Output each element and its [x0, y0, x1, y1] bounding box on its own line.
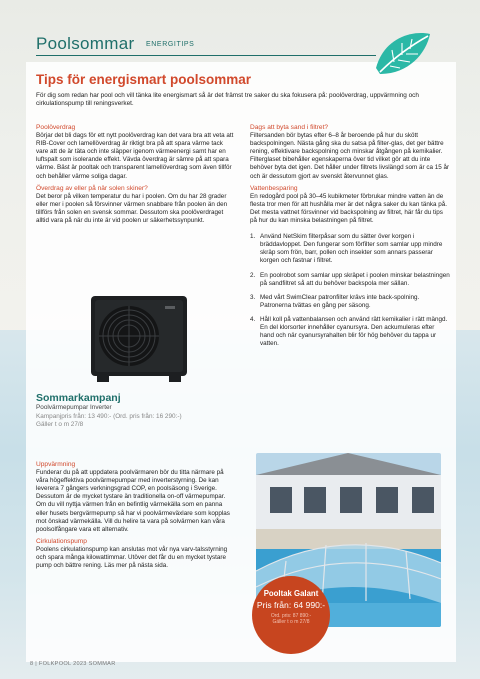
list-text: Med vårt SwimClear patronfilter krävs inte back-spolning. Patronerna tvättas en gång per säsong. [260, 293, 420, 309]
section-subtitle: ENERGITIPS [146, 41, 195, 48]
campaign-product: Poolvärmepumpar Inverter [36, 404, 112, 411]
list-number: 3. [250, 293, 256, 301]
left-column-bottom [36, 461, 234, 574]
intro-text: För dig som redan har pool och vill tänka lite energismart så är det främst tre saker du ska fokusera på: poolöverdrag, uppvärmning och cirkulationspump till reningsverket. [36, 92, 419, 108]
section-text: Filtersanden bör bytas efter 6–8 år beroende på hur du skött backspolningen. Nästa gång ska du satsa på filter-glas, det ger bättre rening, effektivare backspolning och minskar åtgången på kemikalier. Filterglaset bibehåller egenskaperna över tid vilket gör att du inte behöver byta det igen. Det håller under filtrets livslängd som är ca 15 år och är dessutom gjort av svenskt återvunnet glas. [250, 132, 450, 180]
section-text: Poolens cirkulationspump kan anslutas mot vår nya varv-talsstyrning och spara många kilowattimmar. Utöver det får du en mycket tystare pump och bättre rening. Läs mer på nästa sida. [36, 545, 228, 570]
tips-list [250, 233, 450, 348]
badge-valid: Gäller t o m 27/8 [272, 619, 310, 626]
list-number: 1. [250, 233, 256, 241]
campaign-price: Kampanjpris från: 13 490:- (Ord. pris från: 16 290:-) [36, 412, 182, 420]
list-item [250, 272, 450, 288]
left-column-top [36, 124, 234, 229]
badge-price: Pris från: 64 990:- [256, 600, 326, 610]
section-heading: Cirkulationspump [36, 537, 87, 545]
page-footer: 8 | FOLKPOOL 2023 SOMMAR [30, 661, 116, 667]
list-item [250, 233, 450, 265]
right-column [250, 124, 450, 354]
price-badge [252, 576, 330, 654]
campaign-title: Sommarkampanj [36, 392, 121, 404]
badge-ordinary-price: Ord. pris: 87 890:- [270, 613, 312, 619]
list-text: En poolrobot som samlar upp skräpet i poolen minskar belastningen på sandfiltret så att du behöver backspola mer sällan. [260, 271, 450, 287]
section-text: Funderar du på att uppdatera poolvärmaren bör du titta närmare på våra högeffektiva poolvärmepumpar med inverterstyrning. De kan leverera 7 gångers verkningsgrad COP, en poolsäsong i Sverige. Dessutom är de mycket tystare än traditionella on-off värmepumpar. Om du vill nyttja värmen från en befintlig värmekälla som en panna eller husets bergvärmepump så har vi poolvärmeväxlare som kopplas mot önskad värmekälla. Vill du helire ta vara på solvärmen kan våra poolsolfångare vara ett alternativ. [36, 469, 230, 533]
header-divider [36, 55, 376, 56]
badge-product-name: Pooltak Galant [263, 589, 319, 598]
list-text: Använd NetSkim filterpåsar som du sätter över korgen i bräddavloppet. Den fungerar som förfilter som samlar upp mindre skräp som frön, barr, pollen och insekter som annars passerar korgen och fastnar i filtret. [260, 233, 443, 265]
section-heading: Poolöverdrag [36, 124, 76, 131]
list-number: 2. [250, 271, 256, 279]
leaf-icon [372, 28, 434, 82]
campaign-box [36, 392, 216, 430]
list-number: 4. [250, 315, 256, 323]
section-title: Poolsommar [36, 34, 135, 53]
list-item [250, 294, 450, 310]
list-item [250, 316, 450, 348]
section-heading: Vattenbesparing [250, 184, 298, 192]
section-text: Det beror på vilken temperatur du har i poolen. Om du har 28 grader eller mer i poolen så försvinner värmen snabbare från poolen än den tillförs från solen en svensk sommar. Dessutom ska poolöverdraget alltid vara på när du inte är vid poolen ur säkerhetssynpunkt. [36, 192, 228, 225]
section-heading: Uppvärmning [36, 461, 76, 468]
section-heading: Överdrag av eller på när solen skiner? [36, 184, 148, 192]
heat-pump-image [85, 292, 193, 388]
section-heading: Dags att byta sand i filtret? [250, 124, 329, 131]
page-title: Tips för energismart poolsommar [36, 72, 252, 87]
section-text: En redogård pool på 30–45 kubikmeter förbrukar mindre vatten än de flesta tror men för att hushålla mer är det några saker du kan tänka på. Det mesta vattnet försvinner vid backspolning av filtret, här får du tips på hur du kan minska belastningen på filtret. [250, 192, 448, 225]
list-text: Håll koll på vattenbalansen och använd rätt kemikalier i rätt mängd. En del klorsorter innehåller cyanursyra. Den ackumuleras efter hand och när cyanursyrahalten blir för hög behöver du tappa ur vatten. [260, 315, 448, 348]
campaign-valid: Gäller t o m 27/8 [36, 421, 84, 429]
section-text: Börjar det bli dags för ett nytt poolöverdrag kan det vara bra att veta att RIB-Cover och lamellöverdrag är riktigt bra på att spara värme tack vare att de är täta och inte släpper igenom värmeenergi samt har en luftspalt som isolerande effekt. Vävda överdrag är sämre på att spara värme. Bäst är pooltak och transparent lamellöverdrag som även tillför och behåller värme soliga dagar. [36, 132, 234, 180]
